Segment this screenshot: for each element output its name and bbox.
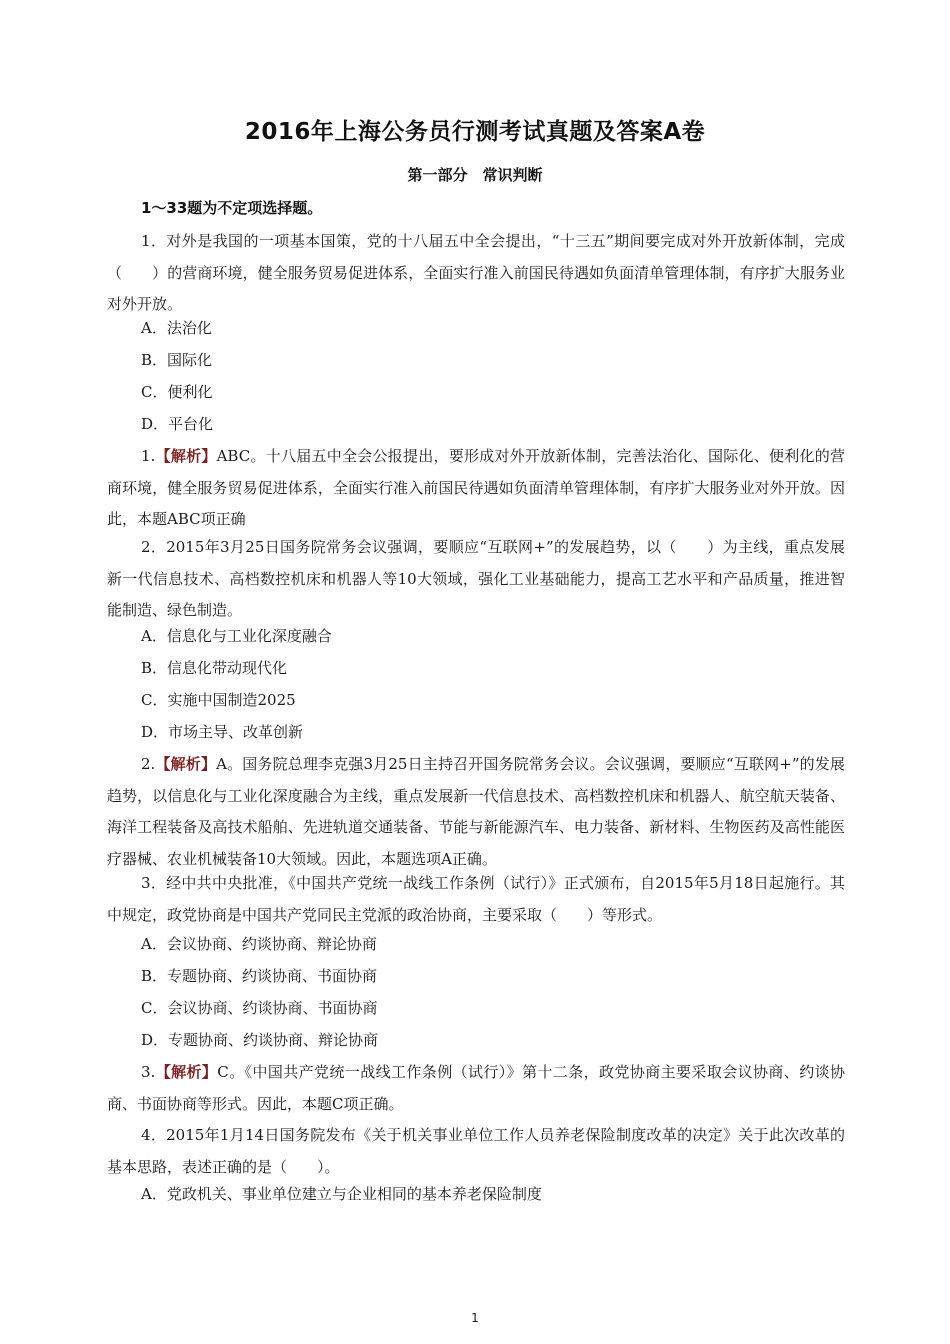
question-3-option-c: C．会议协商、约谈协商、书面协商 (141, 999, 378, 1017)
answer-number: 3. (141, 1063, 156, 1081)
question-1-text: 1．对外是我国的一项基本国策，党的十八届五中全会提出，“十三五”期间要完成对外开放新体制，完成（ ）的营商环境，健全服务贸易促进体系，全面实行准入前国民待遇如负面清单管理体制，有序扩大服务业对外开放。 (107, 232, 845, 313)
question-2-option-c: C．实施中国制造2025 (141, 691, 296, 709)
question-3-option-b: B．专题协商、约谈协商、书面协商 (141, 967, 378, 985)
question-4-option-a: A．党政机关、事业单位建立与企业相同的基本养老保险制度 (141, 1185, 542, 1203)
page-number: 1 (471, 1311, 479, 1325)
page-title: 2016年上海公务员行测考试真题及答案A卷 (244, 119, 706, 145)
question-1-option-c: C．便利化 (141, 383, 213, 401)
question-1-option-d: D．平台化 (141, 415, 214, 433)
question-4-text: 4．2015年1月14日国务院发布《关于机关事业单位工作人员养老保险制度改革的决定》关于此次改革的基本思路，表述正确的是（ ）。 (107, 1126, 845, 1176)
answer-number: 2. (141, 755, 156, 773)
instruction-text: 1～33题为不定项选择题。 (141, 199, 323, 217)
answer-tag: 【解析】 (155, 755, 217, 773)
answer-body: ABC。十八届五中全会公报提出，要形成对外开放新体制，完善法治化、国际化、便利化的营商环境，健全服务贸易促进体系，全面实行准入前国民待遇如负面清单管理体制，有序扩大服务业对外开放。因此，本题ABC项正确 (107, 447, 845, 528)
section-heading: 第一部分 常识判断 (407, 166, 543, 184)
question-3-answer (107, 1057, 845, 1120)
question-2-option-a: A．信息化与工业化深度融合 (141, 627, 332, 645)
answer-body: C。《中国共产党统一战线工作条例（试行）》第十二条，政党协商主要采取会议协商、约谈协商、书面协商等形式。因此，本题C项正确。 (107, 1063, 845, 1113)
question-1-option-b: B．国际化 (141, 351, 213, 369)
question-2-answer (107, 749, 845, 875)
question-1-option-a: A．法治化 (141, 319, 212, 337)
answer-tag: 【解析】 (155, 447, 217, 465)
answer-tag: 【解析】 (155, 1063, 218, 1081)
question-3-option-d: D．专题协商、约谈协商、辩论协商 (141, 1031, 379, 1049)
question-1-answer (107, 441, 845, 536)
question-3-option-a: A．会议协商、约谈协商、辩论协商 (141, 935, 377, 953)
question-3-text: 3．经中共中央批准，《中国共产党统一战线工作条例（试行）》正式颁布，自2015年5月18日起施行。其中规定，政党协商是中国共产党同民主党派的政治协商，主要采取（ ）等形式。 (107, 874, 845, 924)
question-2-text: 2．2015年3月25日国务院常务会议强调，要顺应“互联网+”的发展趋势，以（ ）为主线，重点发展新一代信息技术、高档数控机床和机器人等10大领域，强化工业基础能力，提高工艺水平和产品质量，推进智能制造、绿色制造。 (107, 538, 845, 619)
question-2-option-b: B．信息化带动现代化 (141, 659, 288, 677)
answer-number: 1. (141, 447, 156, 465)
answer-body: A。国务院总理李克强3月25日主持召开国务院常务会议。会议强调，要顺应“互联网+”的发展趋势，以信息化与工业化深度融合为主线，重点发展新一代信息技术、高档数控机床和机器人、航空航天装备、海洋工程装备及高技术船舶、先进轨道交通装备、节能与新能源汽车、电力装备、新材料、生物医药及高性能医疗器械、农业机械装备10大领域。因此，本题选项A正确。 (107, 755, 845, 868)
question-2-option-d: D．市场主导、改革创新 (141, 723, 304, 741)
